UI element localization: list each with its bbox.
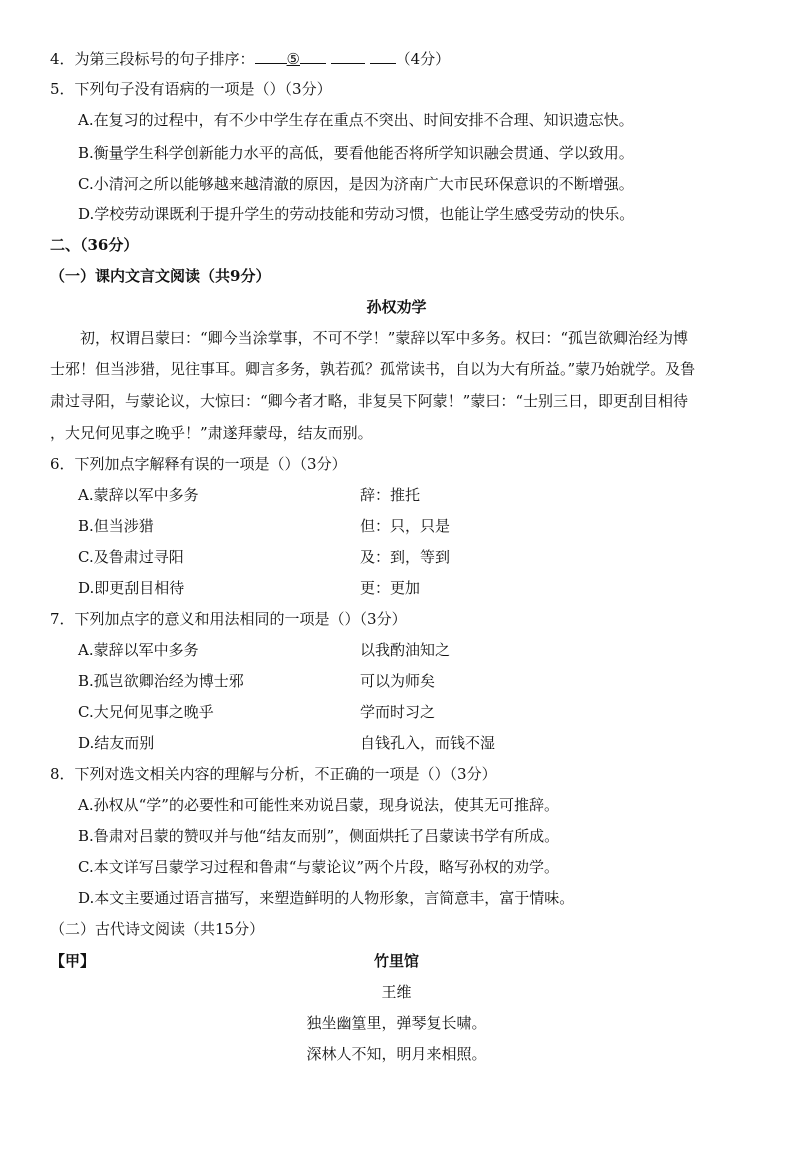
passage-title: 孙权劝学 [366,298,427,316]
passage-line: 士邪！但当涉猎，见往事耳。卿言多务，孰若孤？孤常读书，自以为大有所益。”蒙乃始就学。及鲁 [50,360,696,378]
question-4-score: （4分） [395,50,451,68]
question-6-option-d: D.即更刮目相待 [78,579,185,597]
question-5-option-d: D.学校劳动课既利于提升学生的劳动技能和劳动习惯，也能让学生感受劳动的快乐。 [78,205,635,223]
question-7-option-b: B.孤岂欲卿治经为博士邪 [78,672,244,690]
answer-blank-2[interactable] [300,48,326,64]
question-6-option-c-gloss: 及：到，等到 [360,548,451,566]
question-7-option-c: C.大兄何见事之晚乎 [78,703,214,721]
question-6-option-c: C.及鲁肃过寻阳 [78,548,184,566]
answer-blank-1[interactable] [255,48,287,64]
question-5-option-a: A.在复习的过程中，有不少中学生存在重点不突出、时间安排不合理、知识遗忘快。 [78,111,634,129]
question-7-option-a-compare: 以我酌油知之 [360,641,451,659]
question-6-option-d-gloss: 更：更加 [360,579,421,597]
question-6-option-a-gloss: 辞：推托 [360,486,421,504]
question-7-option-d-compare: 自钱孔入，而钱不湿 [360,734,496,752]
question-7-stem: 7．下列加点字的意义和用法相同的一项是（）（3分） [50,610,407,628]
question-7-option-b-compare: 可以为师矣 [360,672,436,690]
question-6-option-a: A.蒙辞以军中多务 [78,486,199,504]
question-8-option-b: B.鲁肃对吕蒙的赞叹并与他“结友而别”，侧面烘托了吕蒙读书学有所成。 [78,827,560,845]
poem-title: 竹里馆 [373,952,419,970]
subsection-2-heading: （二）古代诗文阅读（共15分） [50,920,265,938]
question-7-option-d: D.结友而别 [78,734,155,752]
poem-line: 深林人不知，明月来相照。 [306,1045,487,1063]
question-8-option-c: C.本文详写吕蒙学习过程和鲁肃“与蒙论议”两个片段，略写孙权的劝学。 [78,858,560,876]
question-7-option-c-compare: 学而时习之 [360,703,436,721]
question-5-stem: 5．下列句子没有语病的一项是（）（3分） [50,80,332,98]
question-6-stem: 6．下列加点字解释有误的一项是（）（3分） [50,455,347,473]
answer-blank-4[interactable] [370,48,396,64]
question-6-option-b: B.但当涉猎 [78,517,154,535]
question-5-option-b: B.衡量学生科学创新能力水平的高低，要看他能否将所学知识融会贯通、学以致用。 [78,144,634,162]
question-4 [50,48,450,69]
subsection-1-heading: （一）课内文言文阅读（共9分） [50,267,271,285]
poem-author: 王维 [381,983,412,1001]
question-7-option-a: A.蒙辞以军中多务 [78,641,199,659]
poem-line: 独坐幽篁里，弹琴复长啸。 [306,1014,487,1032]
question-8-option-d: D.本文主要通过语言描写，来塑造鲜明的人物形象，言简意丰，富于情味。 [78,889,575,907]
question-5-option-c: C.小清河之所以能够越来越清澈的原因，是因为济南广大市民环保意识的不断增强。 [78,175,634,193]
passage-line: 初，权谓吕蒙曰：“卿今当涂掌事，不可不学！”蒙辞以军中多务。权曰：“孤岂欲卿治经为博 [80,329,689,347]
answer-blank-mark: ⑤ [286,50,300,68]
poem-jia-label: 【甲】 [50,952,96,970]
question-4-text: 4．为第三段标号的句子排序： [50,50,255,68]
question-6-option-b-gloss: 但：只，只是 [360,517,451,535]
section-2-heading: 二、（36分） [50,236,139,254]
question-8-option-a: A.孙权从“学”的必要性和可能性来劝说吕蒙，现身说法，使其无可推辞。 [78,796,559,814]
passage-line: 肃过寻阳，与蒙论议，大惊曰：“卿今者才略，非复吴下阿蒙！”蒙曰：“士别三日，即更刮目相待 [50,392,689,410]
question-8-stem: 8．下列对选文相关内容的理解与分析，不正确的一项是（）（3分） [50,765,497,783]
passage-line: ，大兄何见事之晚乎！”肃遂拜蒙母，结友而别。 [50,424,373,442]
answer-blank-3[interactable] [331,48,365,64]
